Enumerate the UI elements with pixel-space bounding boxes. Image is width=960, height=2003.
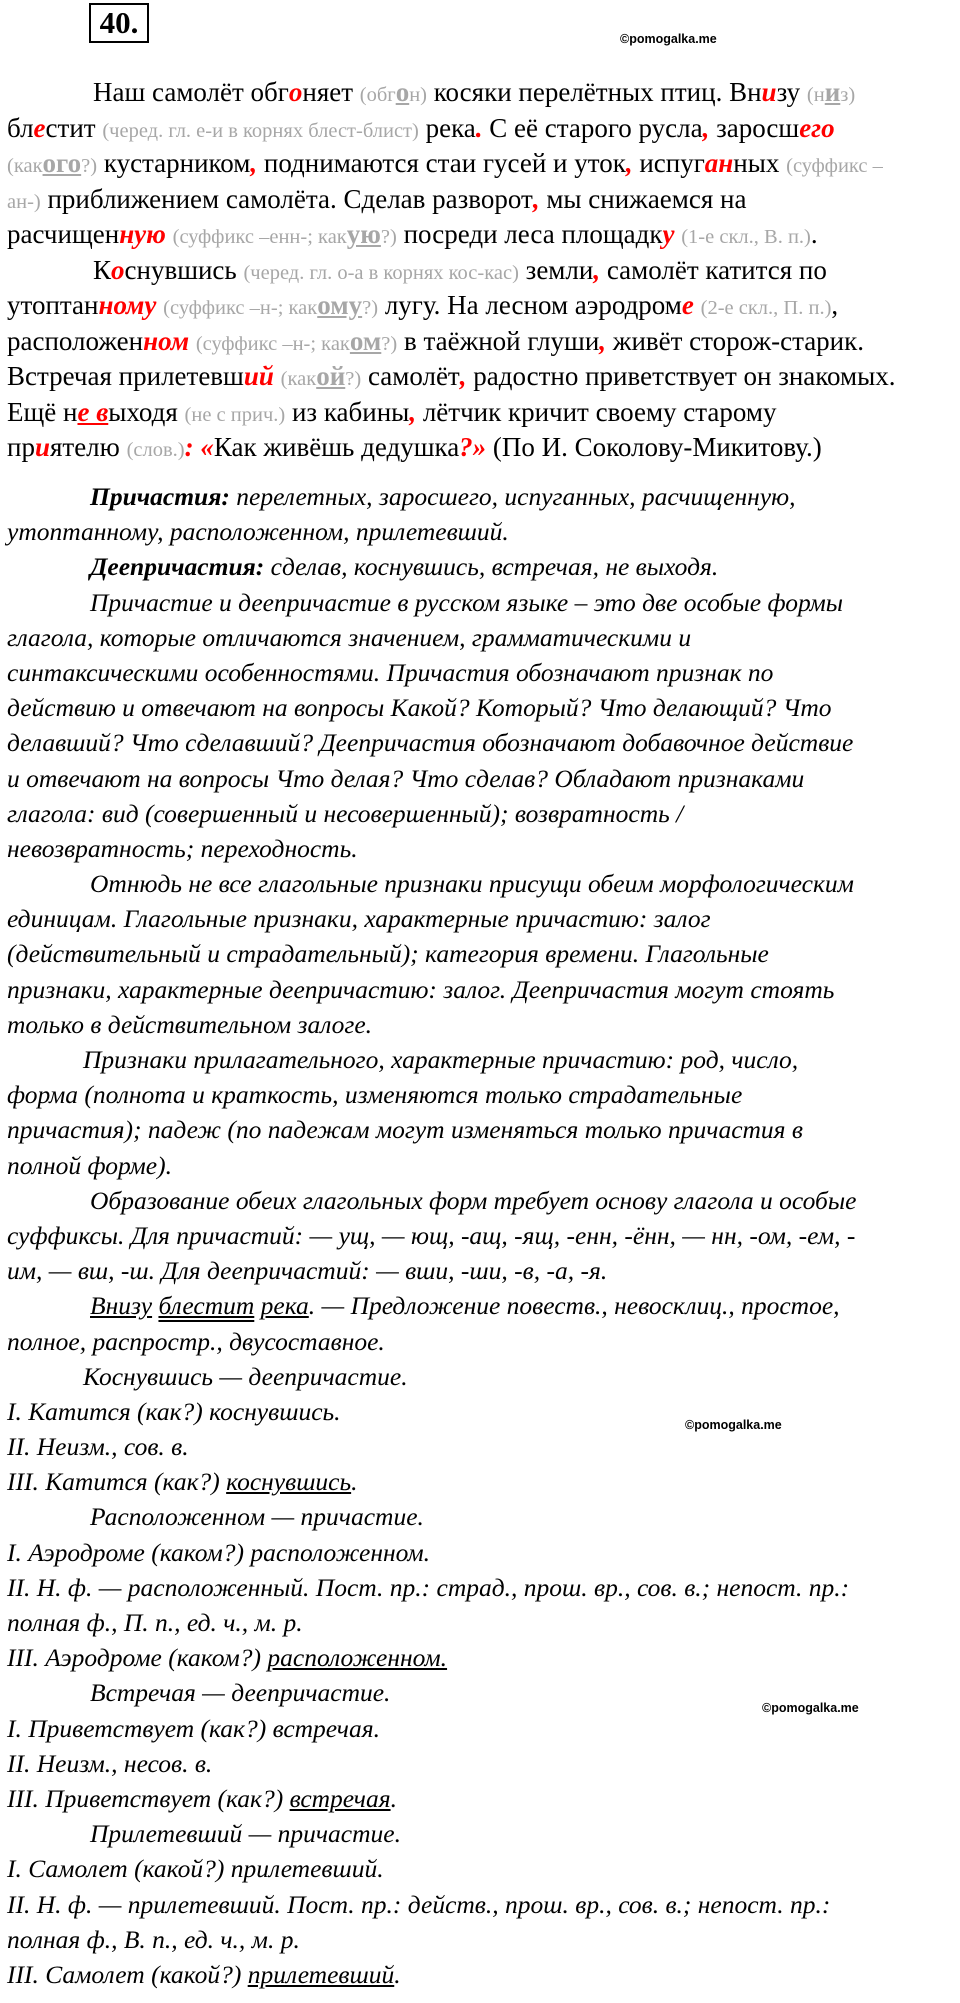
text-segment: бл (7, 112, 34, 143)
analysis-line (7, 1464, 953, 1499)
text-segment: I. Катится (как?) коснувшись. (7, 1396, 341, 1426)
text-segment: . (351, 1467, 358, 1497)
text-segment: и (761, 77, 777, 107)
text-segment: снувшись (124, 254, 244, 285)
text-segment: ному (98, 290, 157, 320)
analysis-line (7, 831, 953, 866)
text-segment: ?) (380, 226, 397, 248)
text-segment: ную (119, 219, 166, 249)
analysis-line (7, 866, 953, 901)
text-segment: косяки перелётных птиц. Вн (427, 77, 762, 107)
text-segment: Отнюдь не все глагольные признаки присущи обеим морфологическим (90, 869, 854, 899)
text-segment: , (831, 290, 839, 320)
analysis-line (7, 479, 953, 514)
text-segment: К (93, 254, 112, 285)
text-segment: прилетевший (247, 1959, 395, 1989)
analysis-line (7, 1429, 953, 1464)
analysis-line (7, 1851, 953, 1886)
exercise-number: 40. (89, 3, 149, 43)
text-segment: синтаксическими особенностями. Причастия обозначают признак по (7, 657, 774, 687)
text-segment: блестит (158, 1291, 255, 1321)
text-segment: Встречая прилетевш (7, 361, 244, 391)
text-segment: е (33, 112, 46, 143)
text-segment: , (702, 112, 710, 143)
text-segment: единицам. Глагольные признаки, характерные причастию: залог (7, 904, 711, 934)
text-segment: II. Неизм., сов. в. (7, 1432, 189, 1462)
text-segment: , (532, 183, 540, 214)
text-segment: ую (346, 219, 381, 249)
analysis-line (7, 1640, 953, 1675)
analysis-line (7, 725, 953, 760)
text-segment: ого (42, 148, 82, 178)
text-line (7, 395, 953, 431)
text-segment: полная ф., В. п., ед. ч., м. р. (7, 1924, 300, 1954)
text-segment: (не с прич.) (184, 403, 286, 426)
text-segment: , (459, 361, 467, 391)
text-segment: суффиксы. Для причастий: — ущ, — ющ, -ащ, -ящ, -енн, -ённ, — нн, -ом, -ем, - (7, 1220, 856, 1250)
text-segment: и отвечают на вопросы Что делая? Что сделав? Обладают признаками (7, 763, 805, 793)
text-segment: самолёт катится по (600, 254, 827, 285)
text-segment: невозвратность; переходность. (7, 833, 358, 863)
text-segment: . — Предложение повеств., невосклиц., простое, (308, 1291, 840, 1321)
text-segment (189, 326, 196, 356)
text-segment: Коснувшись — деепричастие. (83, 1361, 408, 1391)
text-segment: встречая (289, 1783, 391, 1813)
analysis-line (7, 1675, 953, 1710)
text-line (7, 75, 953, 111)
text-segment: форма (полнота и краткость, изменяются только страдательные (7, 1080, 743, 1110)
text-segment: III. Катится (как?) (7, 1467, 227, 1497)
analysis-line (7, 1816, 953, 1851)
analysis-line (7, 1922, 953, 1957)
analysis-line (7, 1007, 953, 1042)
text-segment: (2-е скл., П. п.) (700, 297, 832, 319)
text-segment: (суффикс – (786, 155, 883, 177)
analysis-line (7, 1957, 953, 1992)
text-segment: (обг (359, 84, 396, 106)
watermark: ©pomogalka.me (762, 1701, 859, 1715)
text-segment: делавший? Что сделавший? Деепричастия обозначают добавочное действие (7, 728, 854, 758)
analysis-line (7, 901, 953, 936)
analysis-line (7, 620, 953, 655)
text-segment (694, 290, 701, 320)
analysis-line (7, 1253, 953, 1288)
text-segment: и (824, 77, 841, 107)
analysis-line (7, 1605, 953, 1640)
text-segment: расположенном. (267, 1643, 448, 1673)
text-segment: приближением самолёта. Сделав разворот (40, 183, 533, 214)
text-segment: . (390, 1783, 397, 1813)
analysis-line (7, 761, 953, 796)
text-segment: его (799, 112, 835, 143)
text-segment: . (810, 219, 818, 249)
analysis-line (7, 1148, 953, 1183)
text-segment: I. Аэродроме (каком?) расположенном. (7, 1537, 431, 1567)
text-segment: перелетных, заросшего, испуганных, расчищенную, (229, 482, 796, 511)
text-segment: II. Н. ф. — расположенный. Пост. пр.: страд., прош. вр., сов. в.; непост. пр.: (7, 1572, 850, 1602)
text-segment: III. Аэродроме (каком?) (7, 1643, 268, 1673)
text-segment: Прилетевший — причастие. (90, 1819, 401, 1849)
analysis-line (7, 1359, 953, 1394)
text-segment: , (250, 148, 258, 178)
text-segment: ?) (362, 297, 379, 319)
text-segment: только в действительном залоге. (7, 1009, 373, 1039)
text-segment: Причастие и деепричастие в русском языке – это две особые формы (90, 587, 843, 617)
text-segment: признаки, характерные деепричастию: залог. Деепричастия могут стоять (7, 974, 835, 1004)
text-segment: мы снижаемся на (539, 183, 747, 214)
text-segment: зу (776, 77, 807, 107)
text-segment: I. Приветствует (как?) встречая. (7, 1713, 380, 1743)
analysis-line (7, 655, 953, 690)
text-segment: коснувшись (226, 1467, 352, 1497)
text-segment: (суффикс –енн-; как (172, 226, 347, 248)
text-segment: е (681, 290, 694, 320)
text-segment: глагола, которые отличаются значением, грамматическими и (7, 622, 692, 652)
text-segment: , (599, 325, 607, 356)
text-segment: , (593, 254, 601, 285)
text-segment: (черед. гл. е-и в корнях блест-блист) (102, 119, 419, 142)
text-segment: самолёт (361, 361, 460, 391)
text-segment: ыходя (108, 396, 185, 427)
text-segment: река (418, 112, 476, 143)
text-segment: действию и отвечают на вопросы Какой? Который? Что делающий? Что (7, 693, 832, 723)
text-segment: ятелю (49, 432, 127, 462)
text-line (7, 430, 953, 466)
text-segment: им, — вш, -ш. Для деепричастий: — вши, -ши, -в, -а, -я. (7, 1256, 608, 1286)
analysis-line (7, 1781, 953, 1816)
text-segment: Как живёшь дедушка (213, 432, 460, 462)
analysis-line (7, 1570, 953, 1605)
text-segment: ?) (345, 368, 362, 390)
text-segment: утоптанному, расположенном, прилетевший. (7, 517, 509, 547)
analysis-line (7, 1324, 953, 1359)
text-line (7, 359, 953, 395)
text-segment: из кабины (285, 396, 410, 427)
text-segment: ных (733, 148, 787, 178)
text-segment: ому (317, 290, 363, 320)
text-segment: у (662, 219, 675, 249)
text-segment: няет (302, 77, 360, 107)
text-segment: радостно приветствует он знакомых. (466, 361, 896, 391)
text-segment: III. Приветствует (как?) (7, 1783, 290, 1813)
text-segment (166, 219, 173, 249)
analysis-line (7, 549, 953, 584)
text-segment: о (111, 254, 125, 285)
text-segment: (По И. Соколову-Микитову.) (486, 432, 822, 462)
text-segment: : « (184, 432, 214, 462)
analysis-line (7, 796, 953, 831)
text-segment: ?) (381, 332, 398, 355)
analysis-line (7, 1112, 953, 1147)
text-segment: (1-е скл., В. п.) (681, 226, 811, 248)
text-segment: , (409, 396, 417, 427)
text-segment: расчищен (7, 219, 120, 249)
text-segment (274, 361, 281, 391)
text-segment: ан-) (7, 190, 41, 213)
text-segment: (суффикс –н-; как (195, 332, 350, 355)
text-segment: (действительный и страдательный); категория времени. Глагольные (7, 939, 769, 969)
text-segment: причастия); падеж (по падежам могут изменяться только причастия в (7, 1115, 803, 1145)
analysis-line (7, 1746, 953, 1781)
text-segment: о (395, 77, 410, 107)
text-line (7, 253, 953, 289)
text-segment: (черед. гл. о-а в корнях кос-кас) (243, 261, 519, 284)
analysis-line (7, 1499, 953, 1534)
text-segment: е в (77, 396, 109, 427)
text-segment: ий (243, 361, 274, 391)
text-segment: расположен (7, 325, 144, 356)
text-segment: в таёжной глуши (397, 325, 600, 356)
text-segment: и (34, 432, 50, 462)
text-segment: утоптан (7, 290, 99, 320)
text-segment: II. Н. ф. — прилетевший. Пост. пр.: действ., прош. вр., сов. в.; непост. пр.: (7, 1889, 831, 1919)
text-segment: . (475, 112, 483, 143)
text-segment: кустарником (97, 148, 251, 178)
text-segment: Внизу (90, 1291, 153, 1321)
text-line (7, 182, 953, 218)
text-segment: заросш (709, 112, 800, 143)
text-segment: ном (143, 325, 190, 356)
text-segment: о (288, 77, 303, 107)
text-segment: глагола: вид (совершенный и несовершенный); возвратность / (7, 798, 684, 828)
text-segment: Признаки прилагательного, характерные причастию: род, число, (83, 1045, 799, 1074)
text-segment: Встречая — деепричастие. (90, 1678, 391, 1708)
text-line (7, 146, 953, 182)
text-line (7, 288, 953, 324)
text-segment: полная ф., П. п., ед. ч., м. р. (7, 1608, 303, 1637)
analysis-line (7, 514, 953, 549)
watermark: ©pomogalka.me (685, 1418, 782, 1432)
analysis-line (7, 1183, 953, 1218)
text-segment: живёт сторож-старик. (606, 325, 864, 356)
text-segment: ан (704, 148, 734, 178)
analysis-line (7, 1218, 953, 1253)
text-segment: Деепричастия: (90, 552, 265, 582)
text-segment: III. Самолет (какой?) (7, 1959, 248, 1989)
text-line (7, 111, 953, 147)
text-segment: (как (7, 155, 43, 177)
analysis-line (7, 972, 953, 1007)
analysis-line (7, 1711, 953, 1746)
exercise-analysis (7, 479, 953, 1992)
analysis-line (7, 1887, 953, 1922)
text-segment: пр (7, 432, 35, 462)
analysis-line (7, 1288, 953, 1323)
text-segment: Причастия: (90, 482, 230, 511)
text-segment: испуг (632, 148, 705, 178)
text-segment: (как (280, 368, 317, 390)
analysis-line (7, 690, 953, 725)
analysis-line (7, 1042, 953, 1077)
text-segment: н) (409, 84, 428, 106)
text-segment: полной форме). (7, 1150, 172, 1180)
analysis-line (7, 1535, 953, 1570)
text-segment: ой (316, 361, 346, 391)
text-segment: лугу. На лесном аэродром (378, 290, 682, 320)
text-segment: посреди леса площадк (396, 219, 663, 249)
text-segment: з) (840, 84, 856, 106)
text-segment: ?) (81, 155, 98, 177)
text-segment: Образование обеих глагольных форм требует основу глагола и особые (90, 1185, 857, 1215)
text-segment: Расположенном — причастие. (90, 1502, 424, 1532)
text-segment: , (625, 148, 633, 178)
text-segment: земли (518, 254, 594, 285)
analysis-line (7, 936, 953, 971)
text-segment: (н (806, 84, 825, 106)
text-segment: поднимаются стаи гусей и уток (257, 148, 626, 178)
text-segment: ом (349, 325, 382, 356)
text-line (7, 324, 953, 360)
text-segment: Наш самолёт обг (93, 77, 289, 107)
text-segment: (суффикс –н-; как (163, 297, 318, 319)
text-segment: полное, распростр., двусоставное. (7, 1326, 385, 1356)
text-segment: I. Самолет (какой?) прилетевший. (7, 1854, 384, 1884)
analysis-line (7, 585, 953, 620)
text-line (7, 217, 953, 253)
text-segment: стит (45, 112, 103, 143)
analysis-line (7, 1394, 953, 1429)
text-segment: II. Неизм., несов. в. (7, 1748, 213, 1778)
text-segment: Ещё н (7, 396, 78, 427)
text-segment: (слов.) (126, 439, 185, 461)
text-segment: ?» (459, 432, 487, 462)
text-segment: лётчик кричит своему старому (416, 396, 777, 427)
analysis-line (7, 1077, 953, 1112)
exercise-text (7, 75, 953, 466)
text-segment: река (260, 1291, 309, 1321)
text-segment: сделав, коснувшись, встречая, не выходя. (264, 552, 719, 582)
text-segment: . (394, 1959, 401, 1989)
watermark: ©pomogalka.me (620, 32, 717, 46)
text-segment: С её старого русла (482, 112, 703, 143)
